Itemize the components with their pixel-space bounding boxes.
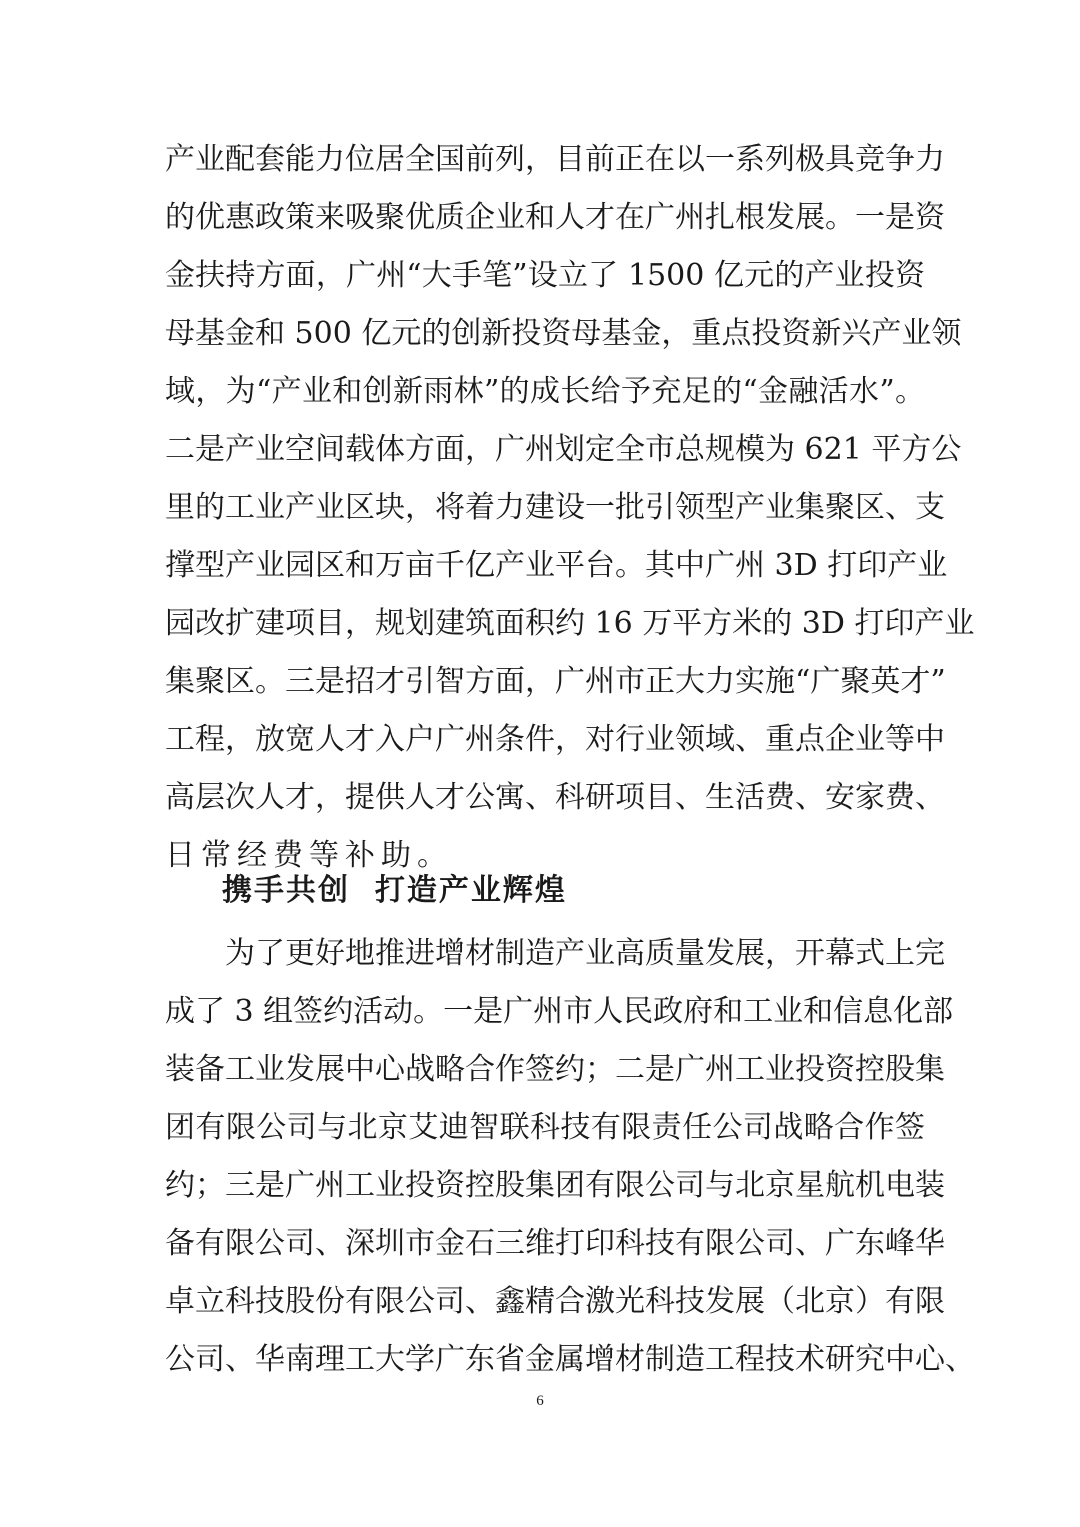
- paragraph-line: 日常经费等补助。: [165, 838, 453, 873]
- paragraph-line: 园改扩建项目，规划建筑面积约 16 万平方米的 3D 打印产业: [165, 606, 975, 641]
- paragraph-line: 集聚区。三是招才引智方面，广州市正大力实施“广聚英才”: [165, 664, 946, 699]
- paragraph-line: 公司、华南理工大学广东省金属增材制造工程技术研究中心、: [165, 1342, 975, 1377]
- paragraph-line: 备有限公司、深圳市金石三维打印科技有限公司、广东峰华: [165, 1226, 945, 1261]
- paragraph-line: 域，为“产业和创新雨林”的成长给予充足的“金融活水”。: [165, 374, 925, 409]
- paragraph-line: 约；三是广州工业投资控股集团有限公司与北京星航机电装: [165, 1168, 945, 1203]
- paragraph-line: 撑型产业园区和万亩千亿产业平台。其中广州 3D 打印产业: [165, 548, 948, 583]
- paragraph-line: 团有限公司与北京艾迪智联科技有限责任公司战略合作签: [165, 1110, 925, 1145]
- paragraph-line: 里的工业产业区块，将着力建设一批引领型产业集聚区、支: [165, 490, 945, 525]
- page-number: 6: [536, 1393, 544, 1409]
- paragraph-line: 母基金和 500 亿元的创新投资母基金，重点投资新兴产业领: [165, 316, 962, 351]
- paragraph-line: 为了更好地推进增材制造产业高质量发展，开幕式上完: [165, 936, 945, 971]
- paragraph-line: 工程，放宽人才入户广州条件，对行业领域、重点企业等中: [165, 722, 945, 757]
- paragraph-line: 产业配套能力位居全国前列，目前正在以一系列极具竞争力: [165, 142, 945, 177]
- paragraph-line: 成了 3 组签约活动。一是广州市人民政府和工业和信息化部: [165, 994, 954, 1029]
- paragraph-line: 高层次人才，提供人才公寓、科研项目、生活费、安家费、: [165, 780, 945, 815]
- paragraph-line: 装备工业发展中心战略合作签约；二是广州工业投资控股集: [165, 1052, 945, 1087]
- paragraph-line: 二是产业空间载体方面，广州划定全市总规模为 621 平方公: [165, 432, 962, 467]
- paragraph-line: 的优惠政策来吸聚优质企业和人才在广州扎根发展。一是资: [165, 200, 945, 235]
- paragraph-line: 金扶持方面，广州“大手笔”设立了 1500 亿元的产业投资: [165, 258, 925, 293]
- paragraph-line: 卓立科技股份有限公司、鑫精合激光科技发展（北京）有限: [165, 1284, 945, 1319]
- section-heading: 携手共创 打造产业辉煌: [222, 873, 567, 908]
